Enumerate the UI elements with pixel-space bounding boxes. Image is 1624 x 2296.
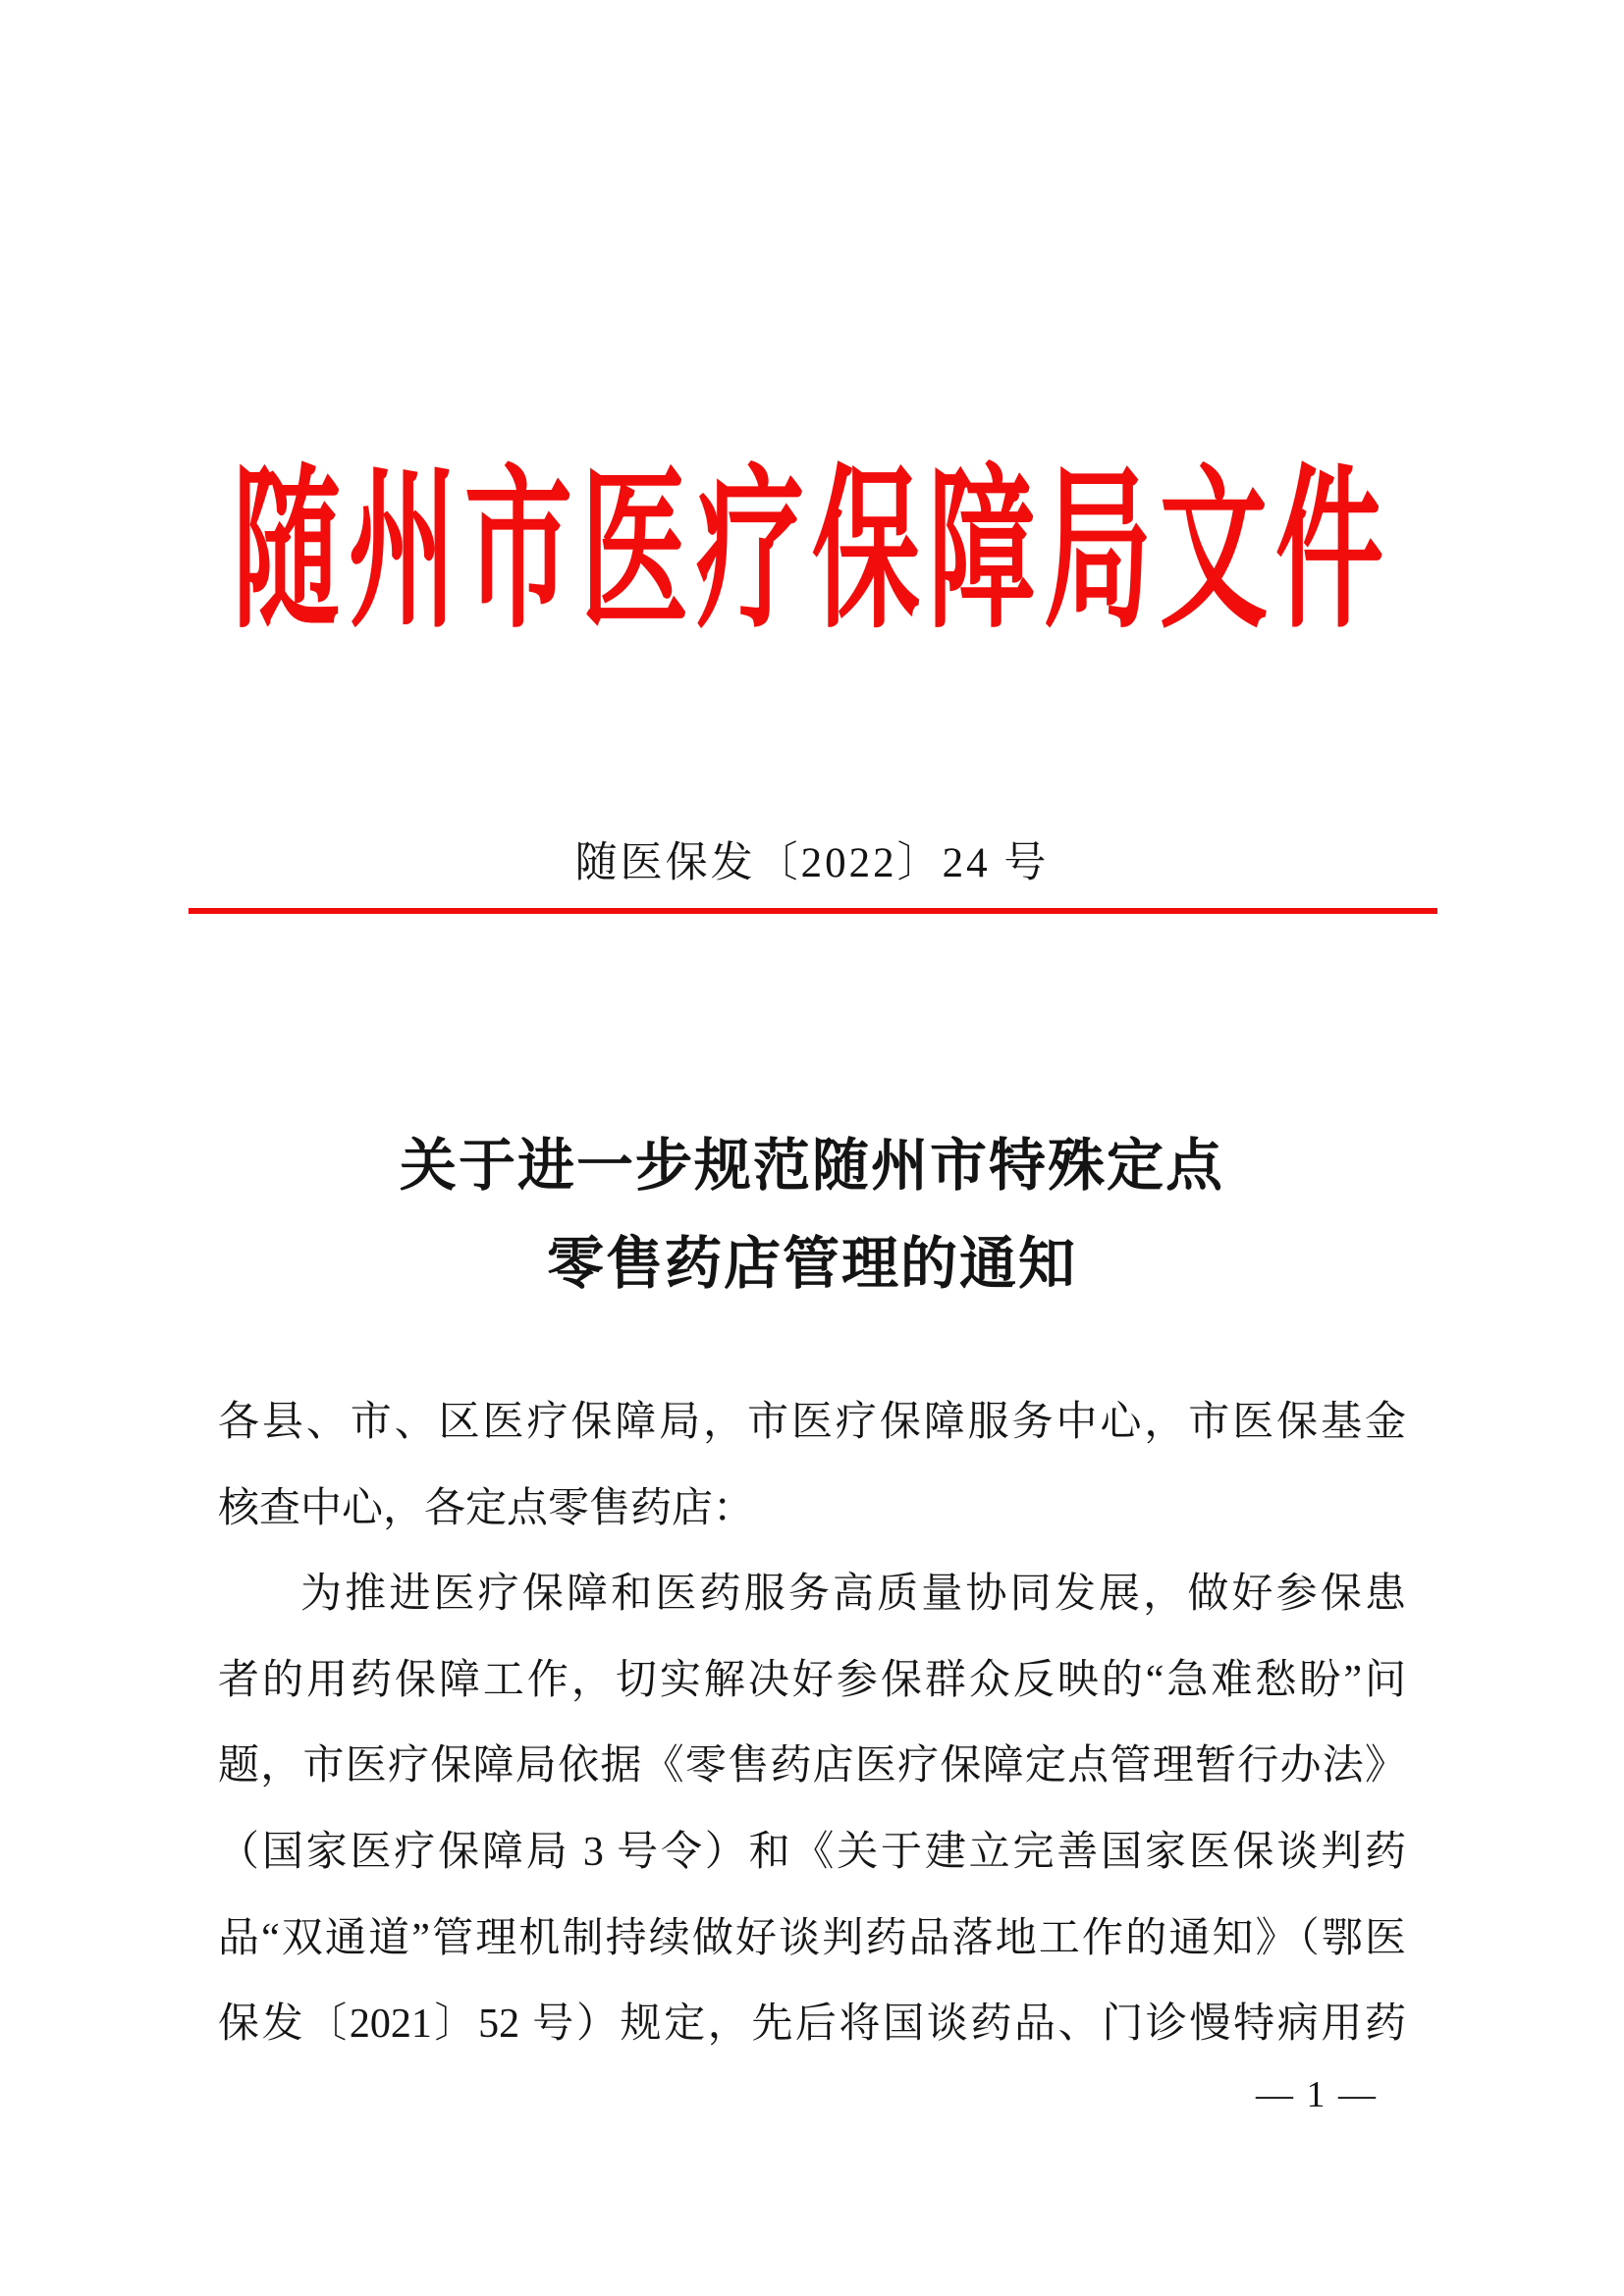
doc-reference-number: 随医保发〔2022〕24 号 [574, 840, 1050, 886]
agency-masthead-title: 随州市医疗保障局文件 [233, 454, 1391, 649]
body-line: 品“双通道”管理机制持续做好谈判药品落地工作的通知》（鄂医 [218, 1915, 1406, 1961]
body-line: 者的用药保障工作，切实解决好参保群众反映的“急难愁盼”问 [218, 1657, 1406, 1703]
document-title-line1: 关于进一步规范随州市特殊定点 [399, 1134, 1224, 1198]
body-line: 保发〔2021〕52 号）规定，先后将国谈药品、门诊慢特病用药 [218, 2002, 1406, 2048]
document-body [218, 1380, 1406, 2068]
page-number: — 1 — [1256, 2074, 1378, 2115]
red-separator-line [189, 908, 1437, 914]
salutation-line: 各县、市、区医疗保障局，市医疗保障服务中心，市医保基金 [218, 1400, 1406, 1445]
body-line: 为推进医疗保障和医药服务高质量协同发展，做好参保患 [300, 1572, 1406, 1618]
body-line: （国家医疗保障局 3 号令）和《关于建立完善国家医保谈判药 [218, 1829, 1406, 1875]
document-title [0, 1117, 1624, 1313]
salutation-line: 核查中心，各定点零售药店： [218, 1485, 755, 1531]
document-title-line2: 零售药店管理的通知 [546, 1232, 1077, 1296]
body-line: 题，市医疗保障局依据《零售药店医疗保障定点管理暂行办法》 [218, 1743, 1406, 1789]
